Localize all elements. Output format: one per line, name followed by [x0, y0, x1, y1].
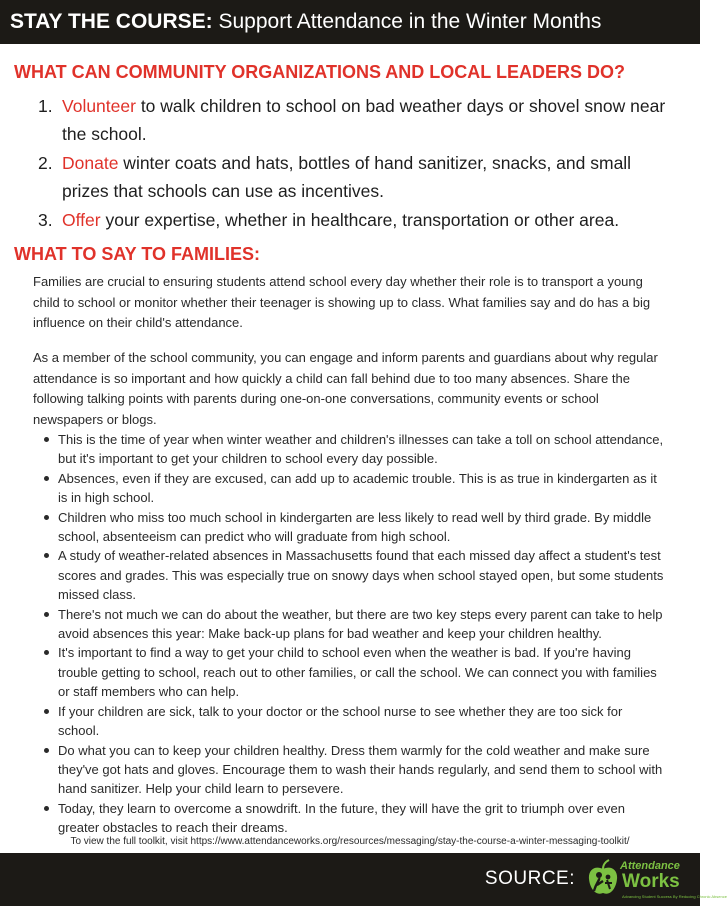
item-number: 3.: [38, 210, 53, 230]
action-item-volunteer: [38, 92, 668, 148]
section-heading-community: WHAT CAN COMMUNITY ORGANIZATIONS AND LOCAL LEADERS DO?: [14, 62, 625, 82]
action-item-offer: [38, 206, 668, 234]
list-item: Absences, even if they are excused, can add up to academic trouble. This is as true in kindergarten as it is in high school.: [44, 469, 664, 508]
list-item: Children who miss too much school in kindergarten are less likely to read well by third grade. By middle school, absenteeism can predict who will graduate from high school.: [44, 508, 664, 547]
item-keyword: Offer: [62, 210, 101, 230]
item-text: winter coats and hats, bottles of hand sanitizer, snacks, and small prizes that schools can use as incentives.: [62, 153, 632, 201]
source-label: SOURCE:: [484, 868, 575, 889]
logo-tagline: Advancing Student Success By Reducing Chronic Absence: [622, 894, 727, 899]
list-item: A study of weather-related absences in Massachusetts found that each missed day affect a student's test scores and grades. This was especially true on snowy days when school stayed open, but some students missed class.: [44, 546, 664, 604]
item-keyword: Donate: [62, 153, 119, 173]
list-item: This is the time of year when winter weather and children's illnesses can take a toll on school attendance, but it's important to get your children to school every day possible.: [44, 430, 664, 469]
intro-paragraph: Families are crucial to ensuring students attend school every day whether their role is to transport a young child to school or monitor whether their teenager is showing up to class. What families say and do has a big influence on their child's attendance.: [33, 274, 651, 330]
list-item: Do what you can to keep your children healthy. Dress them warmly for the cold weather and make sure they've got hats and gloves. Encourage them to wash their hands regularly, and send them to school with hand sanitizer. Help your child learn to persevere.: [44, 741, 664, 799]
list-item: There's not much we can do about the weather, but there are two key steps every parent can take to help avoid absences this year: Make back-up plans for bad weather and keep your children healthy.: [44, 605, 664, 644]
item-keyword: Volunteer: [62, 96, 136, 116]
list-item: If your children are sick, talk to your doctor or the school nurse to see whether they are too sick for school.: [44, 702, 664, 741]
toolkit-footnote: To view the full toolkit, visit https://www.attendanceworks.org/resources/messaging/stay-the-course-a-winter-messaging-toolkit/: [70, 836, 630, 847]
logo-word-works: Works: [622, 871, 680, 892]
attendance-works-logo: [586, 857, 727, 902]
item-number: 1.: [38, 96, 53, 116]
section-heading-families: WHAT TO SAY TO FAMILIES:: [14, 244, 261, 264]
footer-bar: [0, 853, 727, 906]
title-bold: STAY THE COURSE:: [10, 10, 213, 33]
item-text: to walk children to school on bad weather days or shovel snow near the school.: [62, 96, 666, 144]
apple-icon: [586, 859, 620, 897]
list-item: Today, they learn to overcome a snowdrift. In the future, they will have the grit to triumph over even greater obstacles to reach their dreams.: [44, 799, 664, 838]
action-item-donate: [38, 149, 668, 205]
community-paragraph: As a member of the school community, you can engage and inform parents and guardians about why regular attendance is so important and how quickly a child can fall behind due to too many absences. Share the following talking points with parents during one-on-one conversations, community events or school newspapers or blogs.: [33, 350, 658, 427]
item-number: 2.: [38, 153, 53, 173]
action-list: [38, 92, 668, 235]
logo-word-attendance: Attendance: [620, 860, 680, 872]
title-bar: [0, 0, 700, 44]
list-item: It's important to find a way to get your child to school even when the weather is bad. If you're having trouble getting to school, reach out to other families, or call the school. We can connect you with families or staff members who can help.: [44, 643, 664, 701]
talking-points-list: [44, 430, 664, 838]
item-text: your expertise, whether in healthcare, transportation or other area.: [100, 210, 620, 230]
title-rest: Support Attendance in the Winter Months: [212, 10, 602, 33]
